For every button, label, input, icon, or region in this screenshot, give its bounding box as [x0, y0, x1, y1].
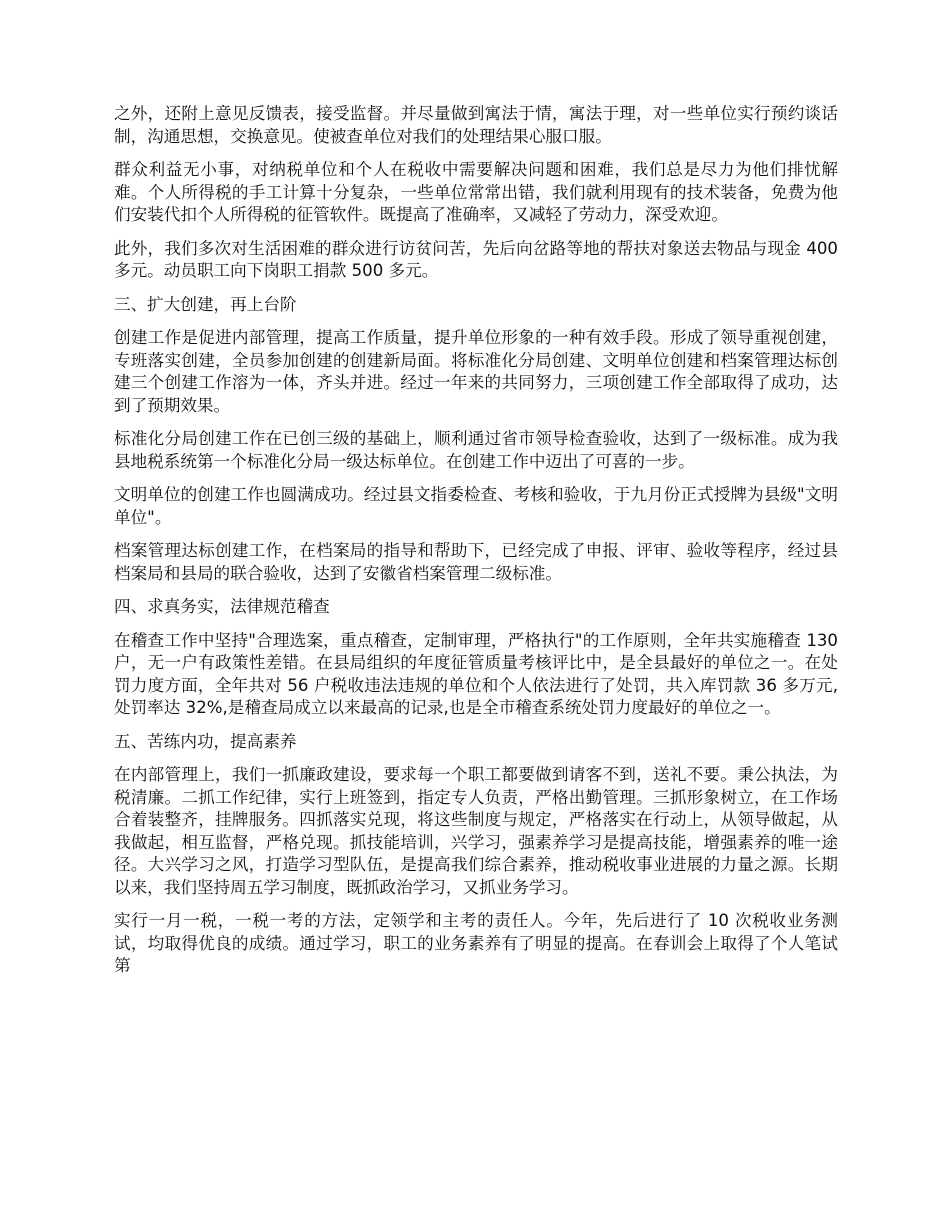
- paragraph: 在稽查工作中坚持"合理选案，重点稽查，定制审理，严格执行"的工作原则，全年共实施稽查 130 户，无一户有政策性差错。在县局组织的年度征管质量考核评比中，是全县最好的单位之一。在处罚力度方面，全年共对 56 户税收违法违规的单位和个人依法进行了处罚，共入库罚款 36 多万元,处罚率达 32%,是稽查局成立以来最高的记录,也是全市稽查系统处罚力度最好的单位之一。: [114, 630, 838, 717]
- paragraph: 实行一月一税，一税一考的方法，定领学和主考的责任人。今年，先后进行了 10 次税收业务测试，均取得优良的成绩。通过学习，职工的业务素养有了明显的提高。在春训会上取得了个人笔试第: [114, 911, 838, 975]
- paragraph: 群众利益无小事，对纳税单位和个人在税收中需要解决问题和困难，我们总是尽力为他们排忧解难。个人所得税的手工计算十分复杂，一些单位常常出错，我们就利用现有的技术装备，免费为他们安装代扣个人所得税的征管软件。既提高了准确率，又减轻了劳动力，深受欢迎。: [114, 160, 838, 224]
- section-heading: 三、扩大创建，再上台阶: [114, 294, 297, 314]
- paragraph: 之外，还附上意见反馈表，接受监督。并尽量做到寓法于情，寓法于理，对一些单位实行预约谈话制，沟通思想，交换意见。使被查单位对我们的处理结果心服口服。: [114, 104, 838, 146]
- paragraph: 档案管理达标创建工作，在档案局的指导和帮助下，已经完成了申报、评审、验收等程序，经过县档案局和县局的联合验收，达到了安徽省档案管理二级标准。: [114, 541, 838, 583]
- paragraph: 在内部管理上，我们一抓廉政建设，要求每一个职工都要做到请客不到，送礼不要。秉公执法，为税清廉。二抓工作纪律，实行上班签到，指定专人负责，严格出勤管理。三抓形象树立，在工作场合着装整齐，挂牌服务。四抓落实兑现，将这些制度与规定，严格落实在行动上，从领导做起，从我做起，相互监督，严格兑现。抓技能培训，兴学习，强素养学习是提高技能，增强素养的唯一途径。大兴学习之风，打造学习型队伍，是提高我们综合素养，推动税收事业进展的力量之源。长期以来，我们坚持周五学习制度，既抓政治学习，又抓业务学习。: [114, 765, 838, 897]
- paragraph: 文明单位的创建工作也圆满成功。经过县文指委检查、考核和验收，于九月份正式授牌为县级"文明单位"。: [114, 485, 838, 527]
- section-heading: 五、苦练内功，提高素养: [114, 731, 297, 751]
- paragraph: 创建工作是促进内部管理，提高工作质量，提升单位形象的一种有效手段。形成了领导重视创建，专班落实创建，全员参加创建的创建新局面。将标准化分局创建、文明单位创建和档案管理达标创建三个创建工作溶为一体，齐头并进。经过一年来的共同努力，三项创建工作全部取得了成功，达到了预期效果。: [114, 328, 838, 415]
- document-page: [114, 103, 838, 989]
- paragraph: 标准化分局创建工作在已创三级的基础上，顺利通过省市领导检查验收，达到了一级标准。成为我县地税系统第一个标准化分局一级达标单位。在创建工作中迈出了可喜的一步。: [114, 429, 838, 471]
- paragraph: 此外，我们多次对生活困难的群众进行访贫问苦，先后向岔路等地的帮扶对象送去物品与现金 400 多元。动员职工向下岗职工捐款 500 多元。: [114, 238, 838, 280]
- section-heading: 四、求真务实，法律规范稽查: [114, 597, 330, 616]
